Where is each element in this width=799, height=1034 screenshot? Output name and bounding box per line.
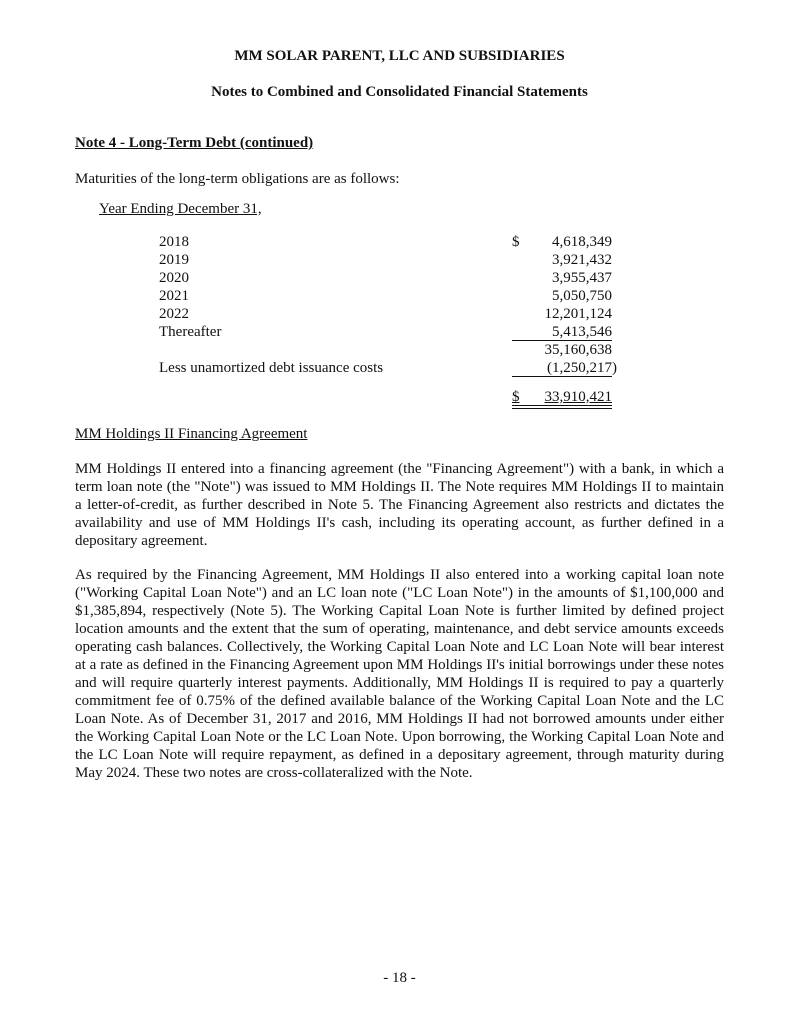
less-costs-row	[159, 359, 617, 377]
note-heading: Note 4 - Long-Term Debt (continued)	[75, 135, 314, 151]
table-row	[159, 323, 612, 341]
currency-symbol: $	[512, 234, 520, 250]
financing-agreement-heading: MM Holdings II Financing Agreement	[75, 426, 308, 442]
page-number: - 18 -	[383, 970, 416, 986]
row-amount: 3,921,432	[552, 252, 612, 268]
total-row	[159, 388, 612, 406]
table-row	[159, 233, 612, 251]
maturities-intro: Maturities of the long-term obligations are as follows:	[75, 171, 400, 187]
row-year: 2018	[159, 234, 189, 250]
row-year: 2021	[159, 288, 189, 304]
schedule-column-heading: Year Ending December 31,	[99, 201, 262, 217]
table-row	[159, 305, 612, 323]
less-costs-label: Less unamortized debt issuance costs	[159, 360, 384, 376]
row-amount: 3,955,437	[552, 270, 612, 286]
row-year: Thereafter	[159, 324, 222, 340]
table-row	[159, 269, 612, 287]
row-amount: 4,618,349	[552, 234, 612, 250]
table-row	[159, 287, 612, 305]
subtotal-row	[159, 341, 612, 359]
company-title: MM SOLAR PARENT, LLC AND SUBSIDIARIES	[234, 48, 565, 64]
less-costs-amount: (1,250,217)	[547, 360, 617, 376]
currency-symbol: $	[512, 389, 520, 405]
total-double-underline-1	[512, 405, 612, 406]
total-amount: 33,910,421	[544, 389, 612, 405]
row-amount: 12,201,124	[544, 306, 612, 322]
row-amount: 5,413,546	[552, 324, 612, 340]
row-year: 2019	[159, 252, 189, 268]
row-amount: 5,050,750	[552, 288, 612, 304]
subtotal-amount: 35,160,638	[544, 342, 612, 358]
row-year: 2020	[159, 270, 189, 286]
total-double-underline-2	[512, 408, 612, 409]
row-year: 2022	[159, 306, 189, 322]
less-costs-underline	[512, 376, 612, 377]
paragraph: MM Holdings II entered into a financing agreement (the "Financing Agreement") with a bank, in which a term loan note (the "Note") was issued to MM Holdings II. The Note requires MM Holdings II to maintain a letter-of-credit, as further described in Note 5. The Financing Agreement also restricts and dictates the availability and use of MM Holdings II's cash, including its operating account, as further defined in a depositary agreement.	[75, 461, 724, 549]
document-subtitle: Notes to Combined and Consolidated Financial Statements	[211, 84, 588, 100]
paragraph: As required by the Financing Agreement, MM Holdings II also entered into a working capital loan note ("Working Capital Loan Note") and an LC loan note ("LC Loan Note") in the amounts of $1,100,000 and $1,385,894, respectively (Note 5). The Working Capital Loan Note is further limited by defined project location amounts and the extent that the sum of operating, maintenance, and debt service amounts exceeds operating cash balances. Collectively, the Working Capital Loan Note and LC Loan Note will bear interest at a rate as defined in the Financing Agreement upon MM Holdings II's initial borrowings under these notes and will require quarterly interest payments. Additionally, MM Holdings II is required to pay a quarterly commitment fee of 0.75% of the defined available balance of the Working Capital Loan Note and the LC Loan Note. As of December 31, 2017 and 2016, MM Holdings II had not borrowed amounts under either the Working Capital Loan Note or the LC Loan Note. Upon borrowing, the Working Capital Loan Note and the LC Loan Note will require repayment, as defined in a depositary agreement, through maturity during May 2024. These two notes are cross-collateralized with the Note.	[75, 567, 724, 781]
table-row	[159, 251, 612, 269]
